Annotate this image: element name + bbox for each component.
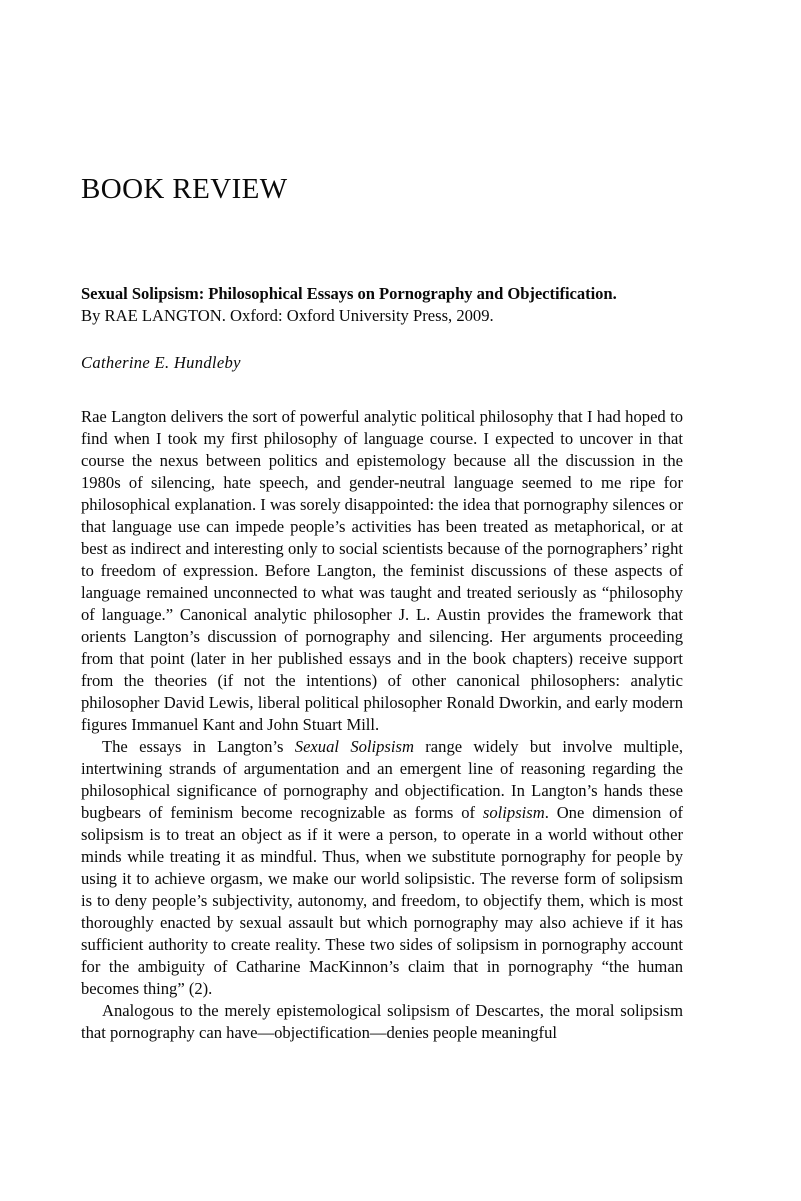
section-heading: BOOK REVIEW xyxy=(81,173,288,206)
paragraph-2-italic-book-title: Sexual Solipsism xyxy=(294,737,414,756)
body-paragraph-1: Rae Langton delivers the sort of powerful analytic political philosophy that I had hoped to find when I took my first philosophy of language course. I expected to uncover in that course the nexus between politics and epistemology because all the discussion in the 1980s of silencing, hate speech, and gender-neutral language seemed to me ripe for philosophical explanation. I was sorely disappointed: the idea that pornography silences or that language use can impede people’s activities has been treated as metaphorical, or at best as indirect and interesting only to social scientists because of the pornographers’ right to freedom of expression. Before Langton, the feminist discussions of these aspects of language remained unconnected to what was taught and treated seriously as “philosophy of language.” Canonical analytic philosopher J. L. Austin provides the framework that orients Langton’s discussion of pornography and silencing. Her arguments proceeding from that point (later in her published essays and in the book chapters) receive support from the theories (if not the intentions) of other canonical philosophers: analytic philosopher David Lewis, liberal political philosopher Ronald Dworkin, and early modern figures Immanuel Kant and John Stuart Mill. xyxy=(81,407,683,734)
paragraph-2-text-b: range widely but involve multiple, intertwining strands of argumentation and an emergent line of reasoning regarding the philosophical significance of pornography and objectification. In Langton’s hands these bugbears of feminism become recognizable as forms of xyxy=(81,737,683,822)
paragraph-2-text-c: . One dimension of solipsism is to treat an object as if it were a person, to operate in a world without other minds while treating it as mindful. Thus, when we substitute pornography for people by using it to achieve orgasm, we make our world solipsistic. The reverse form of solipsism is to deny people’s subjectivity, autonomy, and freedom, to objectify them, which is most thoroughly enacted by sexual assault but which pornography may also achieve if it has sufficient authority to create reality. These two sides of solipsism in pornography account for the ambiguity of Catharine MacKinnon’s claim that in pornography “the human becomes thing” (2). xyxy=(81,803,684,998)
book-title: Sexual Solipsism: Philosophical Essays on Pornography and Objectification. xyxy=(81,284,617,303)
body-paragraph-3: Analogous to the merely epistemological solipsism of Descartes, the moral solipsism that pornography can have—objectification—denies people meaningful xyxy=(81,1001,683,1042)
book-imprint: By RAE LANGTON. Oxford: Oxford University Press, 2009. xyxy=(81,306,494,325)
body-copy xyxy=(81,406,683,1044)
paragraph-2-italic-term: solipsism xyxy=(482,803,545,822)
body-paragraph-2 xyxy=(81,736,683,1000)
paragraph-2-text-a: The essays in Langton’s xyxy=(102,737,295,756)
reviewer-name: Catherine E. Hundleby xyxy=(81,353,241,372)
book-reference-block xyxy=(81,283,683,327)
